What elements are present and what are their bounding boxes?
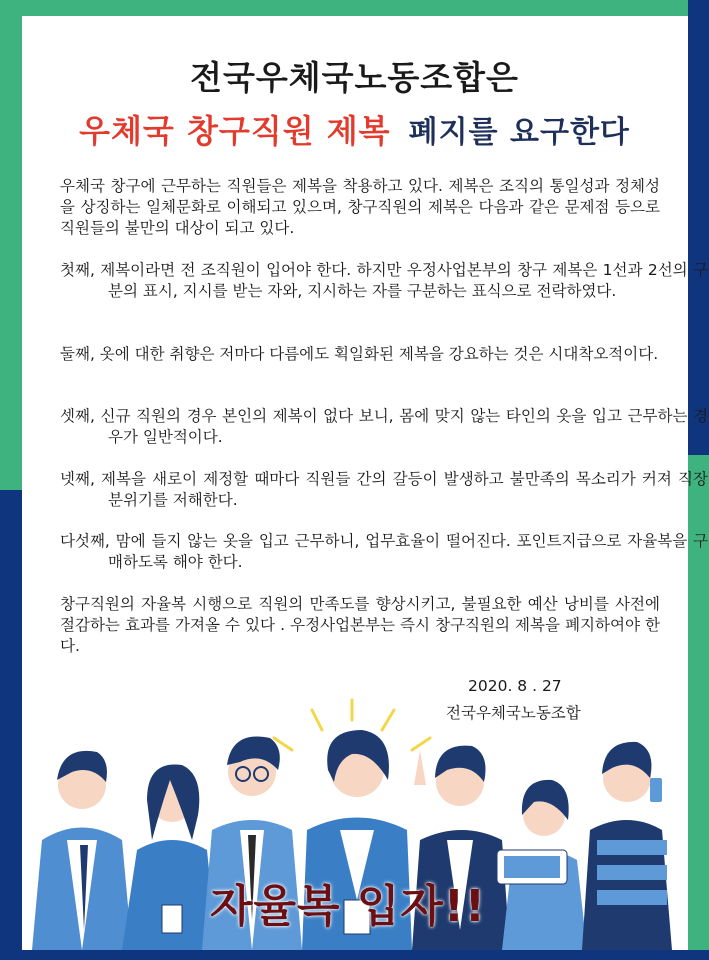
subtitle-highlight: 우체국 창구직원 제복 <box>79 112 391 150</box>
paragraph-fifth: 다섯째, 맘에 들지 않는 옷을 입고 근무하니, 업무효율이 떨어진다. 포인트지급으로 자율복을 구매하도록 해야 한다. <box>60 532 708 571</box>
person-figure-7 <box>582 742 672 950</box>
signature-date: 2020. 8 . 27 <box>468 677 562 695</box>
person-figure-1 <box>32 751 132 950</box>
signature-org: 전국우체국노동조합 <box>446 704 581 722</box>
poster-subtitle <box>0 106 709 152</box>
person-figure-2 <box>122 764 217 950</box>
subtitle-rest: 폐지를 요구한다 <box>408 115 630 150</box>
person-figure-6 <box>497 780 587 950</box>
slogan-text: 자율복 입자!! <box>210 881 486 932</box>
paragraph-third: 셋째, 신규 직원의 경우 본인의 제복이 없다 보니, 몸에 맞지 않는 타인의 옷을 입고 근무하는 경우가 일반적이다. <box>60 407 708 446</box>
frame-bottom-bar <box>0 950 709 960</box>
paragraph-closing: 창구직원의 자율복 시행으로 직원의 만족도를 향상시키고, 불필요한 예산 낭비를 사전에 절감하는 효과를 가져올 수 있다 . 우정사업본부는 즉시 창구직원의 제복을 폐지하여야 한다. <box>60 595 660 655</box>
paragraph-fourth: 넷째, 제복을 새로이 제정할 때마다 직원들 간의 갈등이 발생하고 불만족의 목소리가 커져 직장 분위기를 저해한다. <box>60 470 708 509</box>
paragraph-second: 둘째, 옷에 대한 취향은 저마다 다름에도 획일화된 제복을 강요하는 것은 시대착오적이다. <box>60 345 659 363</box>
frame-left-lower-bar <box>0 490 22 960</box>
frame-top-bar <box>0 0 709 16</box>
paragraph-intro: 우체국 창구에 근무하는 직원들은 제복을 착용하고 있다. 제복은 조직의 통일성과 정체성을 상징하는 일체문화로 이해되고 있으며, 창구직원의 제복은 다음과 같은 문제점 등으로 직원들의 불만의 대상이 되고 있다. <box>60 177 660 237</box>
paragraph-first: 첫째, 제복이라면 전 조직원이 입어야 한다. 하지만 우정사업본부의 창구 제복은 1선과 2선의 구분의 표시, 지시를 받는 자와, 지시하는 자를 구분하는 표식으로 전락하였다. <box>60 261 708 300</box>
poster-title: 전국우체국노동조합은 <box>190 58 519 97</box>
